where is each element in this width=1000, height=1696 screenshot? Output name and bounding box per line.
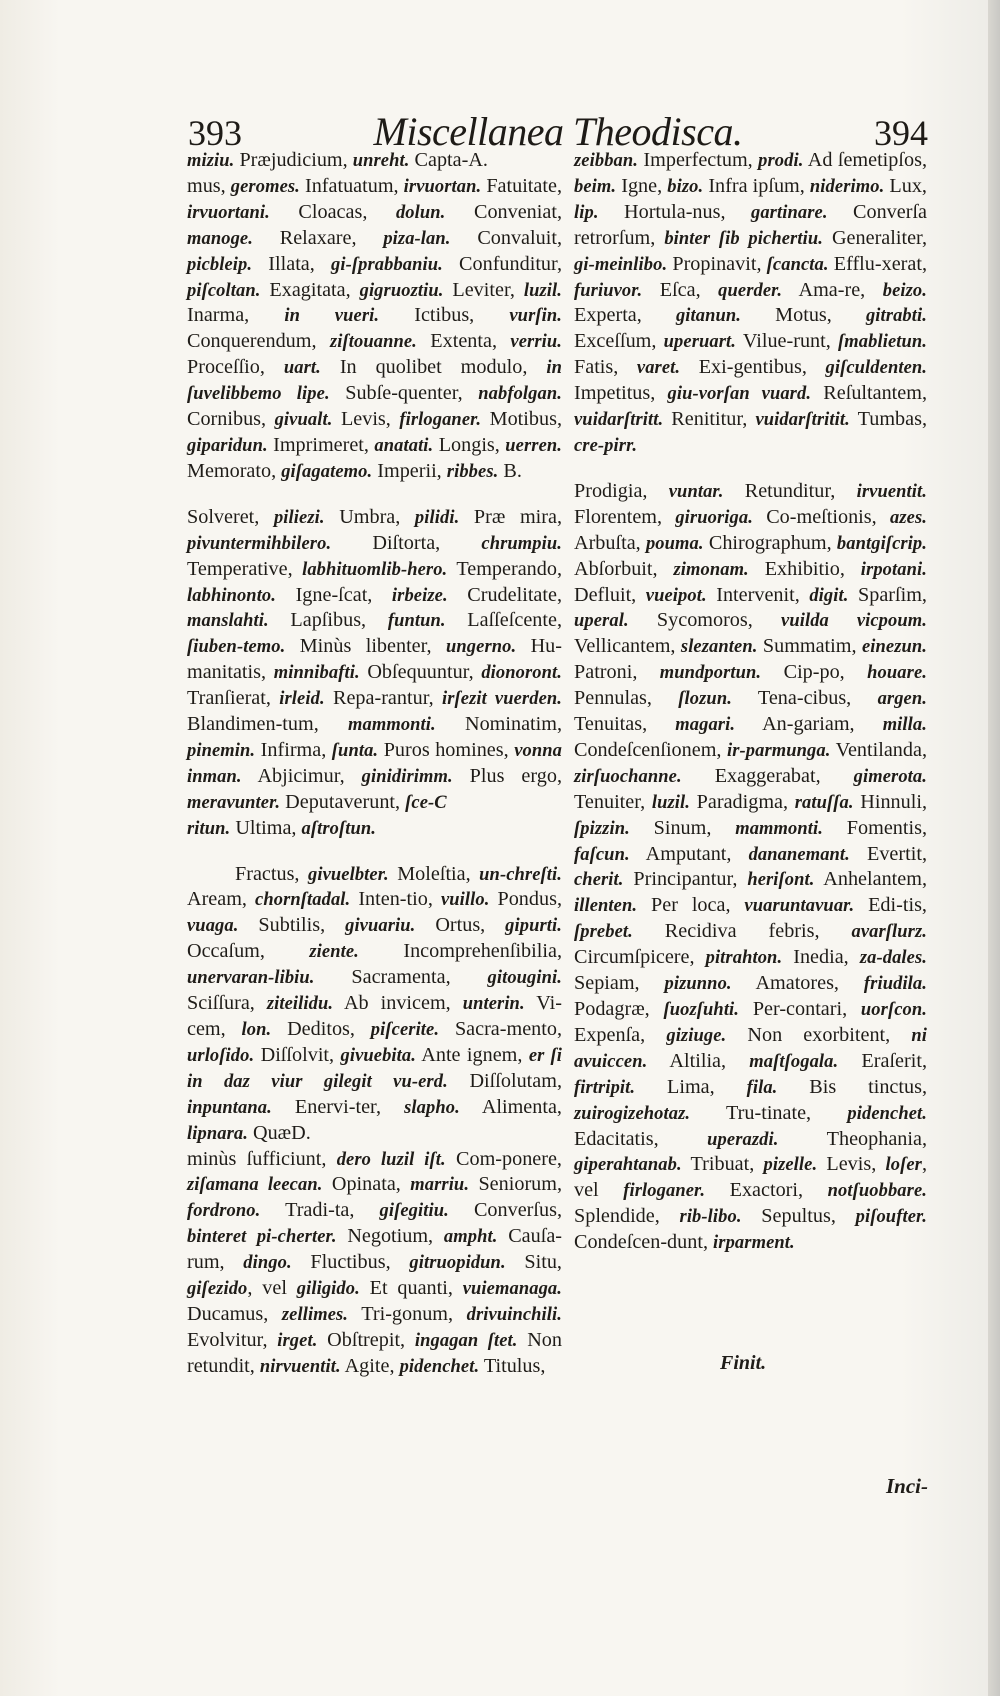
page-number-left: 393 [188, 113, 242, 153]
catchword: Inci- [886, 1474, 928, 1498]
glossary-paragraph: Prodigia, vuntar. Retunditur, irvuentit. Florentem, giruoriga. Co-meſtionis, azes. Arbuſta, pouma. Chirographum, bantgiſcrip. Abſorbuit, zimonam. Exhibitio, irpotani. Defluit, vueipot. Intervenit, digit. Sparſim, uperal. Sycomoros, vuilda vicpoum. Vellicantem, slezanten. Summatim, einezun. Patroni, mundportun. Cip-po, houare. Pennulas, ſlozun. Tena-cibus, argen. Tenuitas, magari. An-gariam, milla. Condeſcenſionem, ir-parmunga. Ventilanda, zirſuochanne. Exaggerabat, gimerota. Tenuiter, luzil. Paradigma, ratuſſa. Hinnuli, ſpizzin. Sinum, mammonti. Fomentis, faſcun. Amputant, dananemant. Evertit, cherit. Principantur, heriſont. Anhelantem, illenten. Per loca, vuaruntavuar. Edi-tis, ſprebet. Recidiva febris, avarſlurz. Circumſpicere, pitrahton. Inedia, za-dales. Sepiam, pizunno. Amatores, friudila. Podagræ, ſuozſuhti. Per-contari, uorſcon. Expenſa, giziuge. Non exorbitent, ni avuiccen. Altilia, maſtſogala. Eraſerit, firtripit. Lima, fila. Bis tinctus, zuirogizehotaz. Tru-tinate, pidenchet. Edacitatis, uperazdi. Theophania, giperahtanab. Tribuat, pizelle. Levis, loſer, vel firloganer. Exactori, notſuobbare. Splendide, rib-libo. Sepultus, piſoufter. Condeſcen-dunt, irparment. [574, 479, 928, 1254]
finit-mark: Finit. [720, 1352, 767, 1374]
page-edge [988, 0, 1000, 1696]
running-title: Miscellanea Theodisca. [373, 109, 743, 154]
left-column [187, 148, 562, 1380]
glossary-paragraph: ritun. Ultima, aſtroſtun. [187, 816, 377, 839]
glossary-paragraph: minùs ſufficiunt, dero luzil iſt. Com-ponere, ziſamana leecan. Opinata, marriu. Seniorum, fordrono. Tradi-ta, giſegitiu. Converſus, binteret pi-cherter. Negotium, ampht. Cauſa-rum, dingo. Fluctibus, gitruopidun. Situ, giſezido, vel giligido. Et quanti, vuiemanaga. Ducamus, zellimes. Tri-gonum, drivuinchili. Evolvitur, irget. Obſtrepit, ingagan ſtet. Non retundit, nirvuentit. Agite, pidenchet. Titulus, [187, 1147, 563, 1377]
glossary-paragraph: mus, geromes. Infatuatum, irvuortan. Fatuitate, irvuortani. Cloacas, dolun. Conveniat, manoge. Relaxare, piza-lan. Convaluit, picbleip. Illata, gi-ſprabbaniu. Confunditur, piſcoltan. Exagitata, gigruoztiu. Leviter, luzil. Inarma, in vueri. Ictibus, vurſin. Conquerendum, ziſtouanne. Extenta, verriu. Proceſſio, uart. In quolibet modulo, in ſuvelibbemo lipe. Subſe-quenter, nabfolgan. Cornibus, givualt. Levis, firloganer. Motibus, giparidun. Imprimeret, anatati. Longis, uerren. Memorato, giſagatemo. Imperii, ribbes. B. [187, 174, 563, 482]
glossary-paragraph: Solveret, piliezi. Umbra, pilidi. Præ mira, pivuntermihbilero. Diſtorta, chrumpiu. Temperative, labhituomlib-hero. Temperando, labhinonto. Igne-ſcat, irbeize. Crudelitate, manslahti. Lapſibus, funtun. Laſſeſcente, ſiuben-temo. Minùs libenter, ungerno. Hu-manitatis, minnibafti. Obſequuntur, dionoront. Tranſierat, irleid. Repa-rantur, irſezit vuerden. Blandimen-tum, mammonti. Nominatim, pinemin. Infirma, ſunta. Puros homines, vonna inman. Abjicimur, ginidirimm. Plus ergo, meravunter. Deputaverunt, ſce-C [187, 505, 563, 813]
page-number-right: 394 [874, 113, 928, 153]
glossary-paragraph: zeibban. Imperfectum, prodi. Ad ſemetipſos, beim. Igne, bizo. Infra ipſum, niderimo. Lux, lip. Hortula-nus, gartinare. Converſa retrorſum, binter ſib pichertiu. Generaliter, gi-meinlibo. Propinavit, ſcancta. Efflu-xerat, furiuvor. Eſca, querder. Ama-re, beizo. Experta, gitanun. Motus, gitrabti. Exceſſum, uperuart. Vilue-runt, ſmablietun. Fatis, varet. Exi-gentibus, giſculdenten. Impetitus, giu-vorſan vuard. Reſultantem, vuidarſtritt. Renititur, vuidarſtritit. Tumbas, cre-pirr. [574, 149, 928, 456]
glossary-paragraph: Fractus, givuelbter. Moleſtia, un-chreſti. Aream, chornſtadal. Inten-tio, vuillo. Pondus, vuaga. Subtilis, givuariu. Ortus, gipurti. Occaſum, ziente. Incomprehenſibilia, unervaran-libiu. Sacramenta, gitougini. Sciſſura, ziteilidu. Ab invicem, unterin. Vi-cem, lon. Deditos, piſcerite. Sacra-mento, urloſido. Diſſolvit, givuebita. Ante ignem, er ſi in daz viur gilegit vu-erd. Diſſolutam, inpuntana. Enervi-ter, slapho. Alimenta, lipnara. QuæD. [187, 862, 563, 1144]
glossary-paragraph: miziu. Præjudicium, unreht. Capta-A. [187, 149, 488, 171]
right-column [574, 148, 927, 1256]
